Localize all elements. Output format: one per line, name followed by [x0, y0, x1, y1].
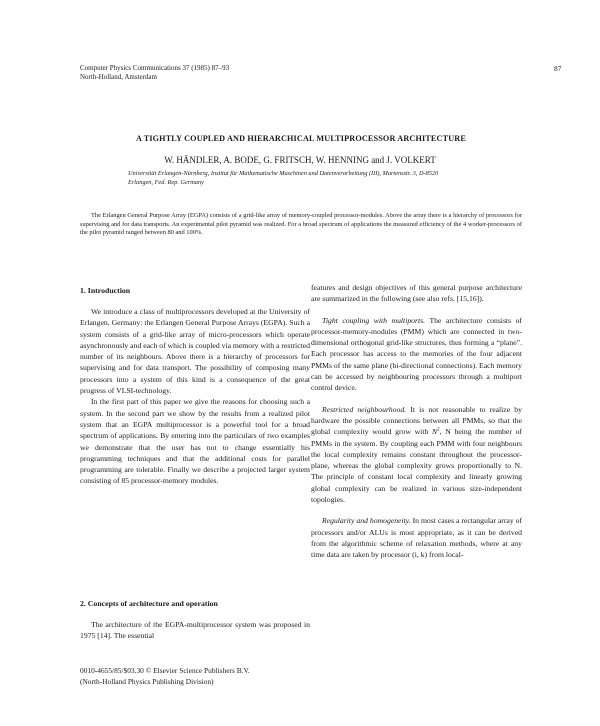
abstract: The Erlangen General Purpose Array (EGPA) consists of a grid-like array of memory-coupled processor-modules. Above the array there is a hierarchy of processors for supervising and for data transports. An experimental pilot pyramid was realized. For a broad spectrum of applications the measured efficiency of the 4 worker-processors of the pilot pyramid ranged between 80 and 100%. [80, 212, 522, 237]
paragraph-regularity: Regularity and homogeneity. In most cases a rectangular array of processors and/or ALUs is most appropriate, as it can be derived from the algorithmic scheme of relaxation methods, where at any time data are taken by processor (i, k) from local- [311, 516, 523, 560]
section-heading-introduction [80, 285, 310, 296]
paragraph-title: Restricted neighbourhood. [322, 404, 407, 414]
paragraph: In the first part of this paper we give the reasons for choosing such a system. In the second part we show by the results from a realized pilot system that an EGPA multiprocessor is a powerful tool for a broad spectrum of applications. By entering into the particulars of two examples we demonstrate that the user has not to change essentially his programming techniques and that the additional costs for parallel programming are tolerable. Finally we describe a projected larger system consisting of 85 processor-memory modules. [80, 397, 310, 486]
author-list: W. HÄNDLER, A. BODE, G. FRITSCH, W. HENNING and J. VOLKERT [164, 155, 436, 165]
paragraph: features and design objectives of this general purpose architecture are summarized in the following (see also refs. [15,16]). [311, 283, 522, 304]
left-column-intro [80, 306, 310, 487]
affiliation-line: Erlangen, Fed. Rep. Germany [128, 178, 204, 186]
paragraph-restricted: Restricted neighbourhood. It is not reasonable to realize by hardware the possible connections between all PMMs, so that the global complexity would grow with $N^2$, N being the number of PMMs in the system. By coupling each PMM with four neighbours the local complexity remains constant throughout the processor-plane, whereas the global complexity grows proportionally to N. The principle of constant local complexity and linearly growing global complexity can be realized in various size-independent topologies. [311, 404, 522, 505]
article-title: A TIGHTLY COUPLED AND HIERARCHICAL MULTIPROCESSOR ARCHITECTURE [136, 134, 466, 143]
journal-header [80, 64, 229, 82]
page-number: 87 [554, 64, 562, 73]
left-column-concepts [80, 619, 310, 642]
paragraph-tight-coupling: Tight coupling with multiports. The architecture consists of processor-memory-modules (PMM) which are connected in two-dimensional orthogonal grid-like structures, thus forming a “plane”. Each processor has access to the memories of the four adjacent PMMs of the same plane (bi-directional connections). Each memory can be accessed by neighbouring processors through a multiport control device. [311, 315, 522, 393]
copyright-line: 0010-4655/85/$03.30 © Elsevier Science Publishers B.V. [80, 666, 250, 675]
paragraph: The architecture of the EGPA-multiprocessor system was proposed in 1975 [14]. The essential [80, 620, 310, 641]
affiliation [128, 170, 528, 187]
journal-citation: Computer Physics Communications 37 (1985) 87–93 [80, 64, 230, 72]
right-column [311, 282, 522, 561]
section-heading: 2. Concepts of architecture and operation [80, 599, 218, 608]
publisher: North-Holland, Amsterdam [80, 73, 157, 81]
section-heading: 1. Introduction [80, 286, 131, 295]
affiliation-line: Universität Erlangen-Nürnberg, Institut für Mathematische Maschinen und Datenverarbeitung (III), Martensstr. 3, D-8520 [128, 170, 439, 177]
paragraph-title: Regularity and homogeneity. [322, 516, 411, 526]
section-heading-concepts [80, 598, 310, 609]
paragraph-title: Tight coupling with multiports. [322, 315, 426, 325]
copyright-line: (North-Holland Physics Publishing Division) [80, 676, 214, 686]
copyright-notice [80, 666, 250, 687]
paragraph: We introduce a class of multiprocessors developed at the University of Erlangen, Germany: the Erlangen General Purpose Arrays (EGPA). Such a system consists of a grid-like array of micro-processors which operate asynchronously and each of which is coupled via memory with a restricted number of its neighbours. Above there is a hierarchy of processors for supervising and for data transport. The possibility of composing many processors into a system of this kind is a consequence of the great progress of VLSI-technology. [80, 307, 310, 396]
